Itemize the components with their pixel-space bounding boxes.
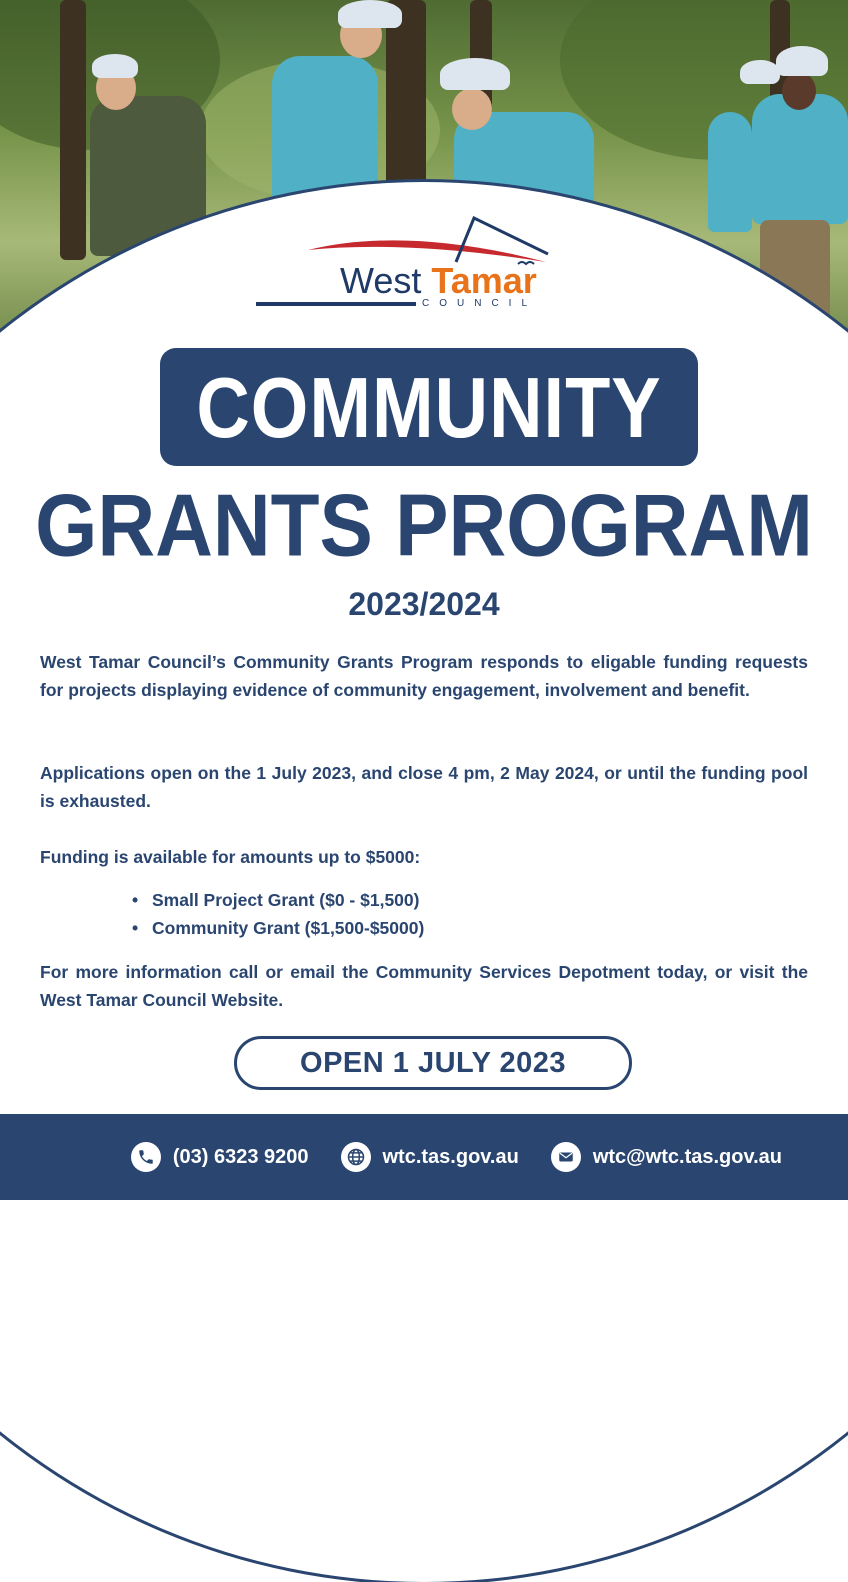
- contact-phone[interactable]: [131, 1142, 309, 1172]
- west-tamar-council-logo: [256, 216, 556, 316]
- globe-icon: [341, 1142, 371, 1172]
- title-banner: [160, 348, 698, 466]
- funding-paragraph: Funding is available for amounts up to $5000:: [40, 847, 421, 867]
- email-address: wtc@wtc.tas.gov.au: [592, 1145, 782, 1168]
- contact-footer: [0, 1114, 848, 1200]
- list-item: • Community Grant ($1,500-$5000): [130, 914, 424, 942]
- open-date-badge: OPEN 1 JULY 2023: [234, 1036, 632, 1090]
- contact-email[interactable]: [551, 1142, 782, 1172]
- logo-word-council: COUNCIL: [422, 298, 538, 309]
- envelope-icon: [551, 1142, 581, 1172]
- list-item: • Small Project Grant ($0 - $1,500): [130, 886, 424, 914]
- phone-icon: [131, 1142, 161, 1172]
- intro-paragraph: West Tamar Council’s Community Grants Program responds to eligable funding requests for projects displaying evidence of community engagement, involvement and benefit.: [40, 652, 808, 700]
- website-url: wtc.tas.gov.au: [382, 1145, 519, 1168]
- applications-paragraph: Applications open on the 1 July 2023, and close 4 pm, 2 May 2024, or until the funding pool is exhausted.: [40, 763, 808, 811]
- title-grants-program: GRANTS PROGRAM: [35, 476, 813, 575]
- logo-word-tamar: Tamar: [431, 260, 537, 301]
- logo-word-west: West: [340, 260, 422, 301]
- program-year: 2023/2024: [348, 586, 500, 622]
- more-info-paragraph: For more information call or email the Community Services Depotment today, or visit the West Tamar Council Website.: [40, 962, 808, 1010]
- contact-website[interactable]: [341, 1142, 519, 1172]
- title-community: COMMUNITY: [196, 359, 662, 455]
- grant-types-list: [130, 886, 424, 942]
- phone-number: (03) 6323 9200: [172, 1145, 309, 1168]
